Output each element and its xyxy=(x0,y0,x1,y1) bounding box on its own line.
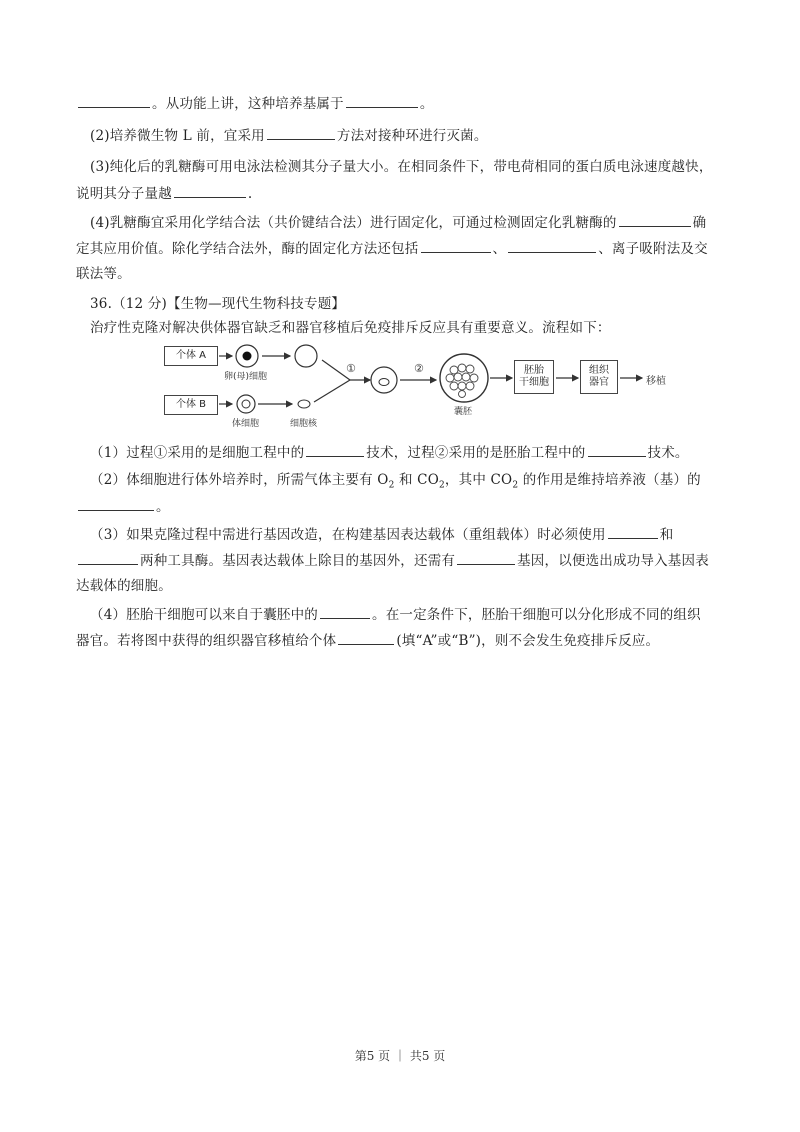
answer-blank[interactable] xyxy=(457,550,515,565)
question-36-4-cont xyxy=(76,630,659,651)
tissue-organ-box: 组织 器官 xyxy=(580,360,618,394)
question-36-3-cont xyxy=(76,576,172,596)
answer-blank[interactable] xyxy=(78,496,154,511)
somatic-cell-label: 体细胞 xyxy=(232,419,260,429)
text-span: （3）如果克隆过程中需进行基因改造，在构建基因表达载体（重组载体）时必须使用 xyxy=(90,527,606,543)
answer-blank[interactable] xyxy=(174,183,246,198)
blastocyst-label: 囊胚 xyxy=(454,407,473,417)
answer-blank[interactable] xyxy=(619,212,691,227)
embryonic-stem-cell-box: 胚胎 干细胞 xyxy=(514,360,554,394)
egg-cell-label: 卵(母)细胞 xyxy=(224,372,268,382)
answer-blank[interactable] xyxy=(608,524,658,539)
text-span: ，其中 CO xyxy=(444,472,513,488)
text-span: 定其应用价值。除化学结合法外，酶的固定化方法还包括 xyxy=(76,241,419,257)
answer-blank[interactable] xyxy=(588,442,646,457)
text-span: . xyxy=(247,186,253,202)
cloning-flow-diagram xyxy=(160,340,720,432)
text-span: (3)纯化后的乳糖酶可用电泳法检测其分子量大小。在相同条件下，带电荷相同的蛋白质电泳速度越快， xyxy=(90,159,713,175)
answer-blank[interactable] xyxy=(306,442,364,457)
text-span: (4)乳糖酶宜采用化学结合法（共价键结合法）进行固定化，可通过检测固定化乳糖酶的 xyxy=(90,215,617,231)
subscript: 2 xyxy=(512,480,519,491)
subscript: 2 xyxy=(438,480,445,491)
somatic-nucleus-icon xyxy=(242,400,250,408)
section-36-title xyxy=(90,294,345,314)
subscript: 2 xyxy=(388,480,395,491)
answer-blank[interactable] xyxy=(338,630,394,645)
egg-nucleus-icon xyxy=(243,352,252,361)
enucleated-egg-icon xyxy=(295,345,317,367)
reconstructed-nucleus-icon xyxy=(379,379,389,386)
text-span: (2)培养微生物 L 前，宜采用 xyxy=(90,128,265,144)
answer-blank[interactable] xyxy=(508,238,596,253)
merge-line xyxy=(314,380,350,402)
text-span: 两种工具酶。基因表达载体上除目的基因外，还需有 xyxy=(140,553,456,569)
section-36-intro xyxy=(90,318,611,338)
text-span: (填“A”或“B”)，则不会发生免疫排斥反应。 xyxy=(396,633,660,649)
question-36-3-cont xyxy=(76,550,709,571)
nucleus-label: 细胞核 xyxy=(290,419,318,429)
text-span: 。在一定条件下，胚胎干细胞可以分化形成不同的组织 xyxy=(372,607,701,623)
text-span: 达载体的细胞。 xyxy=(76,578,172,594)
text-span: 器官。若将图中获得的组织器官移植给个体 xyxy=(76,633,337,649)
question-36-3 xyxy=(90,524,673,545)
text-span: 。 xyxy=(419,96,434,112)
text-span: 。 xyxy=(156,499,170,515)
answer-blank[interactable] xyxy=(78,93,150,108)
text-span: 确 xyxy=(692,215,707,231)
step-1-label: ① xyxy=(346,362,356,375)
answer-blank[interactable] xyxy=(346,93,418,108)
question-3 xyxy=(90,157,713,177)
text-span: 和 CO xyxy=(394,472,439,488)
page-footer: 第5 页 ｜ 共5 页 xyxy=(354,1049,446,1063)
text-span: 和 xyxy=(659,527,674,543)
individual-b-box: 个体 B xyxy=(164,395,218,415)
text-span: （4）胚胎干细胞可以来自于囊胚中的 xyxy=(90,607,318,623)
text-span: 的作用是维持培养液（基）的 xyxy=(518,472,701,488)
text-span: 36.（12 分)【生物—现代生物科技专题】 xyxy=(90,296,346,312)
question-4 xyxy=(90,212,706,233)
question-4-cont xyxy=(76,238,708,259)
text-span: （1）过程①采用的是细胞工程中的 xyxy=(90,445,305,461)
text-span: （2）体细胞进行体外培养时，所需气体主要有 O xyxy=(90,472,389,488)
text-span: 基因，以便选出成功导入基因表 xyxy=(517,553,709,569)
answer-blank[interactable] xyxy=(320,604,370,619)
text-span: 说明其分子量越 xyxy=(76,186,172,202)
answer-blank[interactable] xyxy=(421,238,491,253)
text-span: 方法对接种环进行灭菌。 xyxy=(336,128,488,144)
question-36-2-cont xyxy=(76,496,170,517)
answer-blank[interactable] xyxy=(78,550,138,565)
question-2 xyxy=(90,125,488,146)
question-36-2 xyxy=(90,470,701,490)
text-span: 技术，过程②采用的是胚胎工程中的 xyxy=(366,445,586,461)
text-span: 、离子吸附法及交 xyxy=(598,241,708,257)
text-span: 联法等。 xyxy=(76,266,131,282)
question-36-1 xyxy=(90,442,689,463)
question-4-cont xyxy=(76,264,131,284)
step-2-label: ② xyxy=(414,362,424,375)
question-36-4 xyxy=(90,604,701,625)
text-line xyxy=(76,93,434,114)
text-span: 、 xyxy=(492,241,507,257)
text-span: 治疗性克隆对解决供体器官缺乏和器官移植后免疫排斥反应具有重要意义。流程如下： xyxy=(90,320,611,336)
text-span: 技术。 xyxy=(647,445,689,461)
nucleus-icon xyxy=(298,400,310,408)
answer-blank[interactable] xyxy=(267,125,335,140)
text-span: 。从功能上讲，这种培养基属于 xyxy=(152,96,344,112)
individual-a-box: 个体 A xyxy=(164,346,218,366)
transplant-label: 移植 xyxy=(646,376,666,387)
question-3-cont xyxy=(76,183,252,204)
